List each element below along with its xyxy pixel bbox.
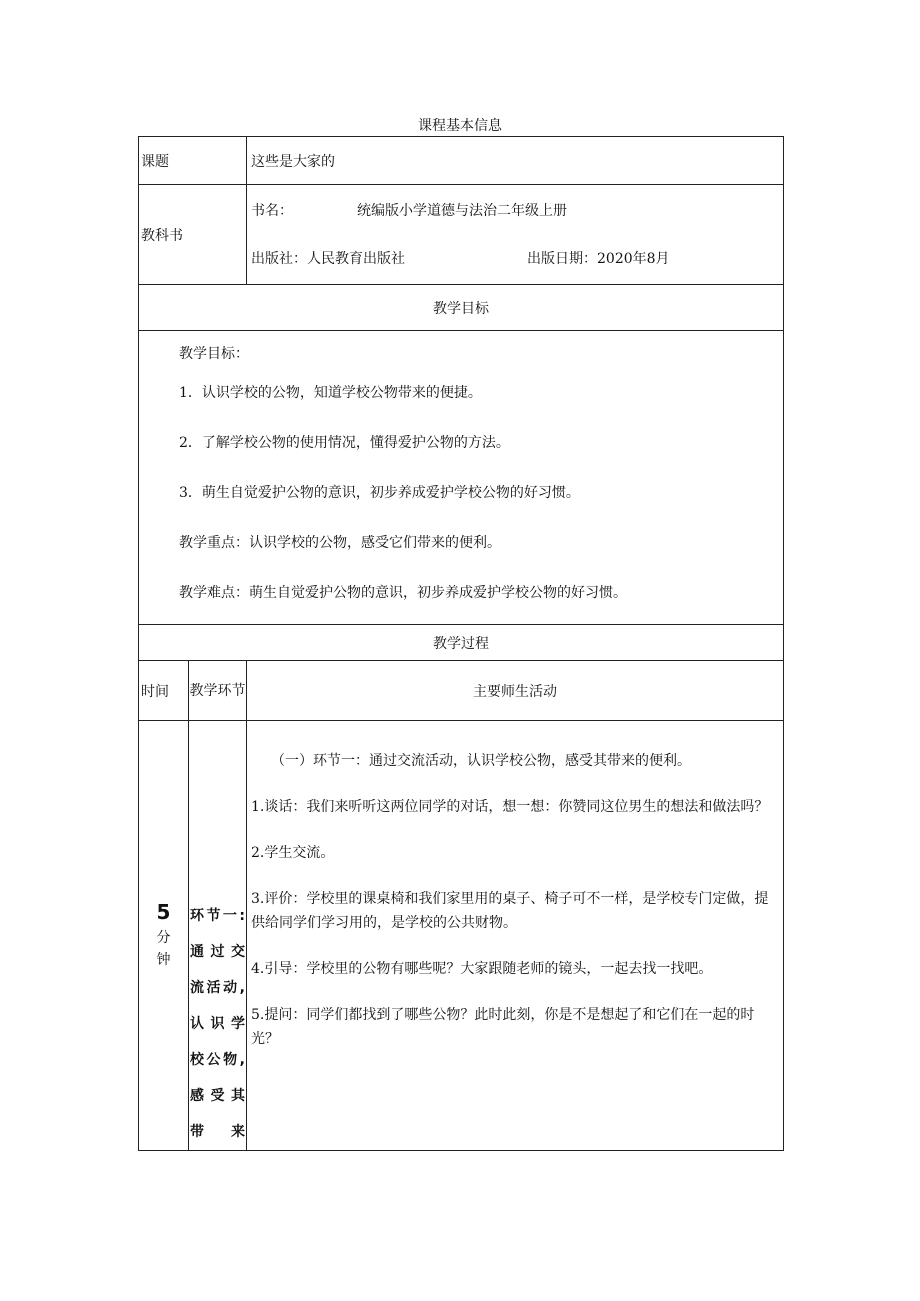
- column-header-stage: 教学环节: [189, 661, 247, 721]
- objectives-content: [139, 331, 784, 625]
- book-name-value: 统编版小学道德与法治二年级上册: [357, 202, 567, 219]
- textbook-details: [247, 185, 784, 285]
- activity-item-1: 1.谈话：我们来听听这两位同学的对话，想一想：你赞同这位男生的想法和做法吗？: [251, 799, 769, 815]
- activity-heading: （一）环节一：通过交流活动，认识学校公物，感受其带来的便利。: [271, 753, 691, 769]
- objectives-intro: 教学目标：: [179, 345, 249, 362]
- process-row: [139, 721, 784, 1151]
- column-header-time: 时间: [139, 661, 189, 721]
- book-name-label: 书名：: [251, 202, 293, 219]
- stage-line: 校公物,: [190, 1052, 245, 1068]
- activity-item-3: 3.评价：学校里的课桌椅和我们家里用的桌子、椅子可不一样，是学校专门定做，提供给同学们学习用的，是学校的公共财物。: [251, 891, 769, 931]
- stage-line: 环节一:: [190, 908, 245, 924]
- stage-line: 通过交: [190, 944, 245, 960]
- publisher-line: [251, 247, 783, 271]
- objective-item-1: 1．认识学校的公物，知道学校公物带来的便捷。: [179, 384, 482, 401]
- publish-date-value: 2020年8月: [597, 250, 670, 267]
- objectives-header-row: [139, 285, 784, 331]
- process-section-title: 教学过程: [139, 625, 784, 661]
- lesson-info-table: [138, 136, 784, 1151]
- activity-item-5: 5.提问：同学们都找到了哪些公物？此时此刻，你是不是想起了和它们在一起的时光？: [251, 1007, 755, 1047]
- stage-line: 认识学: [190, 1016, 245, 1032]
- time-cell: [139, 721, 189, 1151]
- process-header-row: [139, 625, 784, 661]
- publish-date-label: 出版日期：: [527, 250, 597, 267]
- lesson-row: [139, 137, 784, 185]
- time-number: 5: [156, 900, 171, 924]
- objective-item-2: 2．了解学校公物的使用情况，懂得爱护公物的方法。: [179, 434, 510, 451]
- process-columns-row: [139, 661, 784, 721]
- activity-item-4: 4.引导：学校里的公物有哪些呢？大家跟随老师的镜头，一起去找一找吧。: [251, 961, 713, 977]
- lesson-value: 这些是大家的: [247, 137, 784, 185]
- page-title: 课程基本信息: [418, 118, 502, 134]
- book-name-line: [251, 199, 783, 223]
- publisher-label: 出版社：: [251, 250, 307, 267]
- publisher-value: 人民教育出版社: [307, 250, 405, 267]
- textbook-label: 教科书: [139, 185, 247, 285]
- activity-item-2: 2.学生交流。: [251, 845, 335, 861]
- objective-item-3: 3．萌生自觉爱护公物的意识，初步养成爱护学校公物的好习惯。: [179, 484, 580, 501]
- difficult-point: 教学难点：萌生自觉爱护公物的意识，初步养成爱护学校公物的好习惯。: [179, 584, 627, 601]
- key-point: 教学重点：认识学校的公物，感受它们带来的便利。: [179, 534, 501, 551]
- publish-date: [527, 247, 670, 271]
- stage-line: 带来: [190, 1124, 245, 1140]
- stage-cell: [189, 721, 247, 1151]
- stage-line: 感受其: [190, 1088, 245, 1104]
- lesson-label: 课题: [139, 137, 247, 185]
- activity-cell: [247, 721, 784, 1151]
- objectives-row: [139, 331, 784, 625]
- stage-line: 流活动,: [190, 980, 245, 996]
- textbook-row: [139, 185, 784, 285]
- time-unit: 分钟: [156, 930, 171, 968]
- column-header-activity: 主要师生活动: [247, 661, 784, 721]
- objectives-section-title: 教学目标: [139, 285, 784, 331]
